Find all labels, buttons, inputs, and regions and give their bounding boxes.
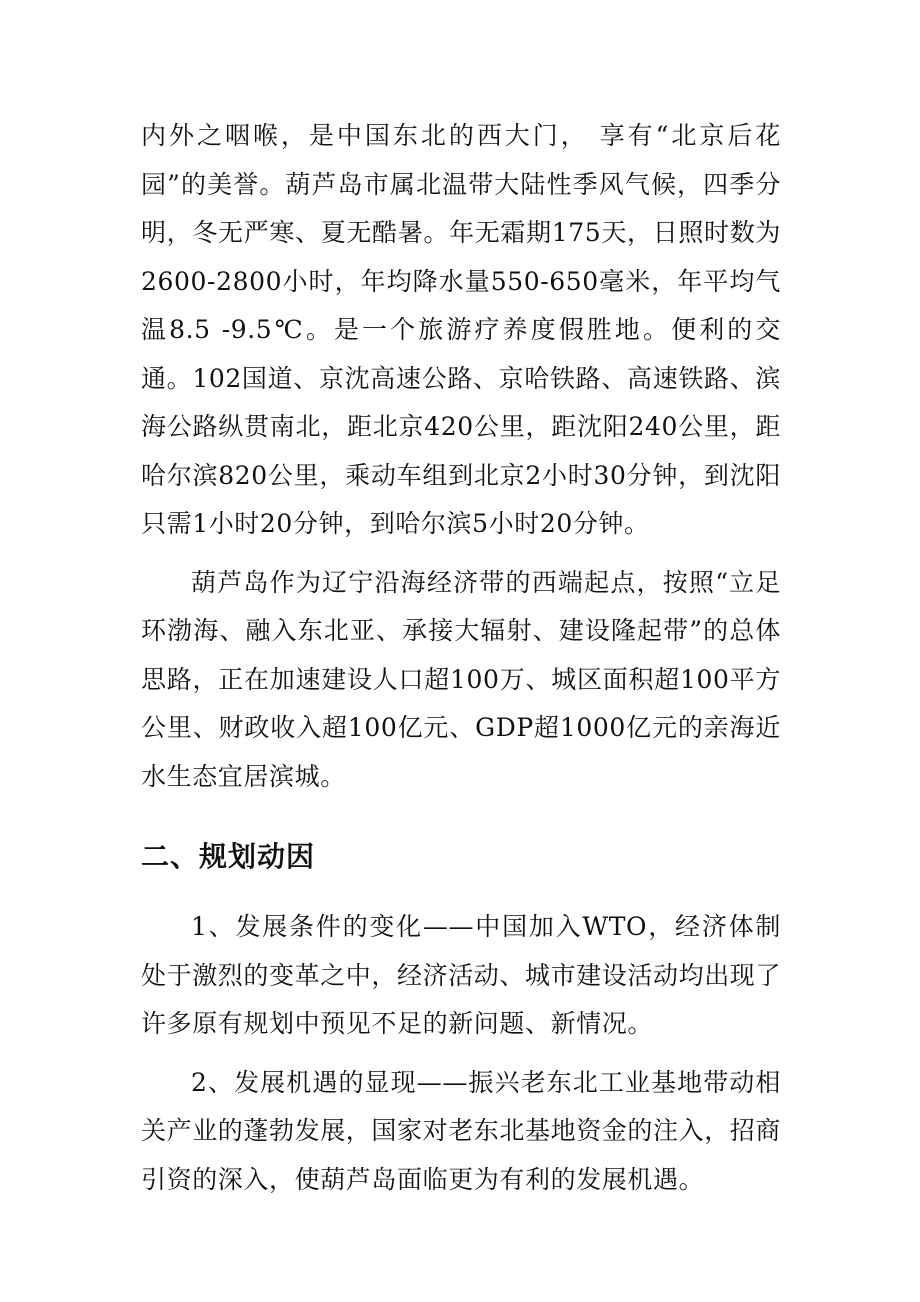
section-heading: 二、规划动因 (141, 840, 316, 873)
body-paragraph: 2、发展机遇的显现——振兴老东北工业基地带动相关产业的蓬勃发展，国家对老东北基地资金的注入，招商引资的深入，使葫芦岛面临更为有利的发展机遇。 (141, 1067, 782, 1194)
body-paragraph: 内外之咽喉，是中国东北的西大门， 享有“北京后花园”的美誉。葫芦岛市属北温带大陆性季风气候，四季分明，冬无严寒、夏无酷暑。年无霜期175天，日照时数为2600-2800小时，年均降水量550-650毫米，年平均气温8.5 -9.5℃。是一个旅游疗养度假胜地。便利的交通。102国道、京沈高速公路、京哈铁路、高速铁路、滨海公路纵贯南北，距北京420公里，距沈阳240公里，距哈尔滨820公里，乘动车组到北京2小时30分钟，到沈阳只需1小时20分钟，到哈尔滨5小时20分钟。 (141, 121, 781, 538)
body-paragraph: 葫芦岛作为辽宁沿海经济带的西端起点，按照“立足环渤海、融入东北亚、承接大辐射、建设隆起带”的总体思路，正在加速建设人口超100万、城区面积超100平方公里、财政收入超100亿元、GDP超1000亿元的亲海近水生态宜居滨城。 (141, 567, 781, 791)
body-paragraph: 1、发展条件的变化——中国加入WTO，经济体制处于激烈的变革之中，经济活动、城市建设活动均出现了许多原有规划中预见不足的新问题、新情况。 (141, 912, 782, 1038)
document-page (141, 112, 781, 1204)
